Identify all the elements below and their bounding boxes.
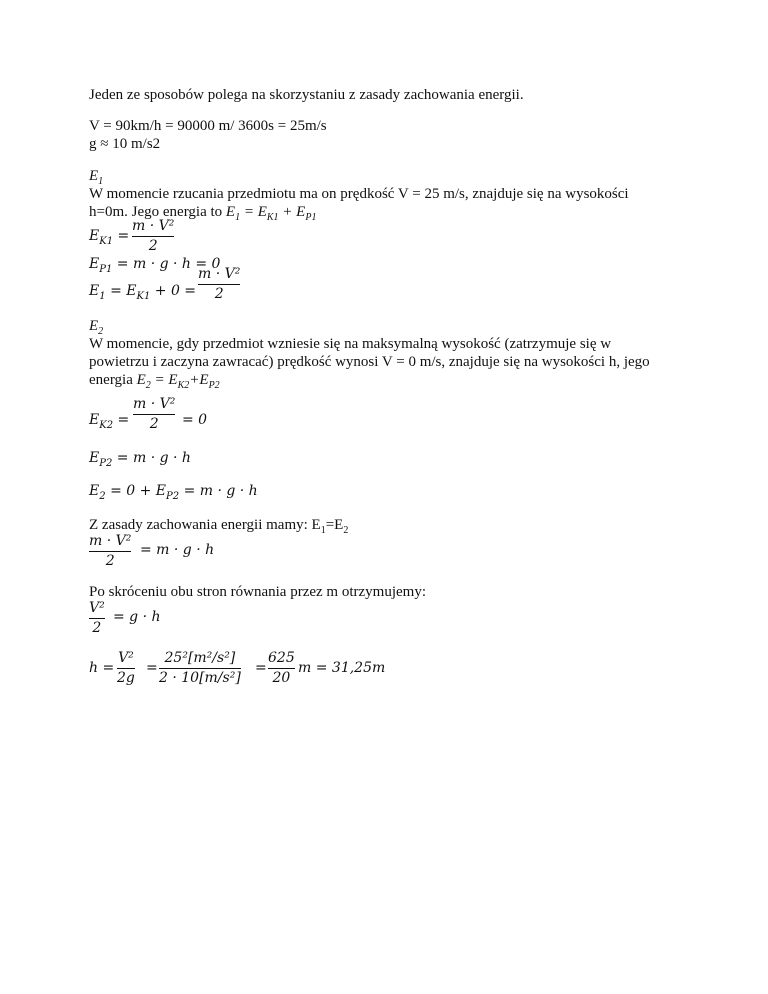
velocity-line: V = 90km/h = 90000 m/ 3600s = 25m/s xyxy=(89,118,327,134)
e2-equation: $E_2 = 0 + E_{P2} = m \cdot g \cdot h$ xyxy=(89,483,258,502)
e2-text-line1: W momencie, gdy przedmiot wzniesie się na maksymalną wysokość (zatrzymuje się w xyxy=(89,336,612,352)
e2-text-line3: energia $E_2 = E_{K2}+E_{P2}$ xyxy=(89,372,220,391)
final-lhs: h = xyxy=(89,660,115,676)
gravity-line: g ≈ 10 m/s2 xyxy=(89,136,161,152)
e2-text-line2: powietrzu i zaczyna zawracać) prędkość wynosi V = 0 m/s, znajduje się na wysokości h, jego xyxy=(89,354,650,370)
final-result: m = 31,25m xyxy=(298,660,386,676)
conservation-rhs: = m · g · h xyxy=(140,542,215,558)
intro-text: Jeden ze sposobów polega na skorzystaniu z zasady zachowania energii. xyxy=(89,87,524,103)
final-fraction-3: 625 20 xyxy=(268,650,295,686)
final-fraction-1: V² 2g xyxy=(117,650,135,686)
ek2-rhs: = 0 xyxy=(182,412,208,428)
ep2-equation: $E_{P2} = m \cdot g \cdot h$ xyxy=(89,450,191,469)
ek2-lhs: $E_{K2}$ = xyxy=(89,412,130,431)
e1-fraction: m · V² 2 xyxy=(198,266,241,302)
e2-heading: $E_2$ xyxy=(89,318,104,337)
simplify-fraction: V² 2 xyxy=(89,600,105,636)
conservation-fraction: m · V² 2 xyxy=(89,533,132,569)
ek2-fraction: m · V² 2 xyxy=(133,396,176,432)
simplify-rhs: = g · h xyxy=(113,609,161,625)
ep1-equation: $E_{P1} = m \cdot g \cdot h = 0$ xyxy=(89,256,221,275)
conservation-text: Z zasady zachowania energii mamy: $E_1=E_2$ xyxy=(89,517,349,536)
ek1-lhs: $E_{K1}$ = xyxy=(89,228,130,247)
e1-text-line2: h=0m. Jego energia to $E_1 = E_{K1} + E_{P1}$ xyxy=(89,204,317,223)
e1-equation-lhs: $E_1 = E_{K1} + 0$ = xyxy=(89,283,197,302)
simplify-text: Po skróceniu obu stron równania przez m otrzymujemy: xyxy=(89,584,427,600)
final-eq-1: = xyxy=(146,660,158,676)
e1-text-line1: W momencie rzucania przedmiotu ma on prędkość V = 25 m/s, znajduje się na wysokości xyxy=(89,186,629,202)
ek1-fraction: m · V² 2 xyxy=(132,218,175,254)
final-eq-2: = xyxy=(255,660,267,676)
final-fraction-2: 25²[m²/s²] 2 · 10[m/s²] xyxy=(159,650,241,686)
e1-heading: $E_1$ xyxy=(89,168,104,187)
